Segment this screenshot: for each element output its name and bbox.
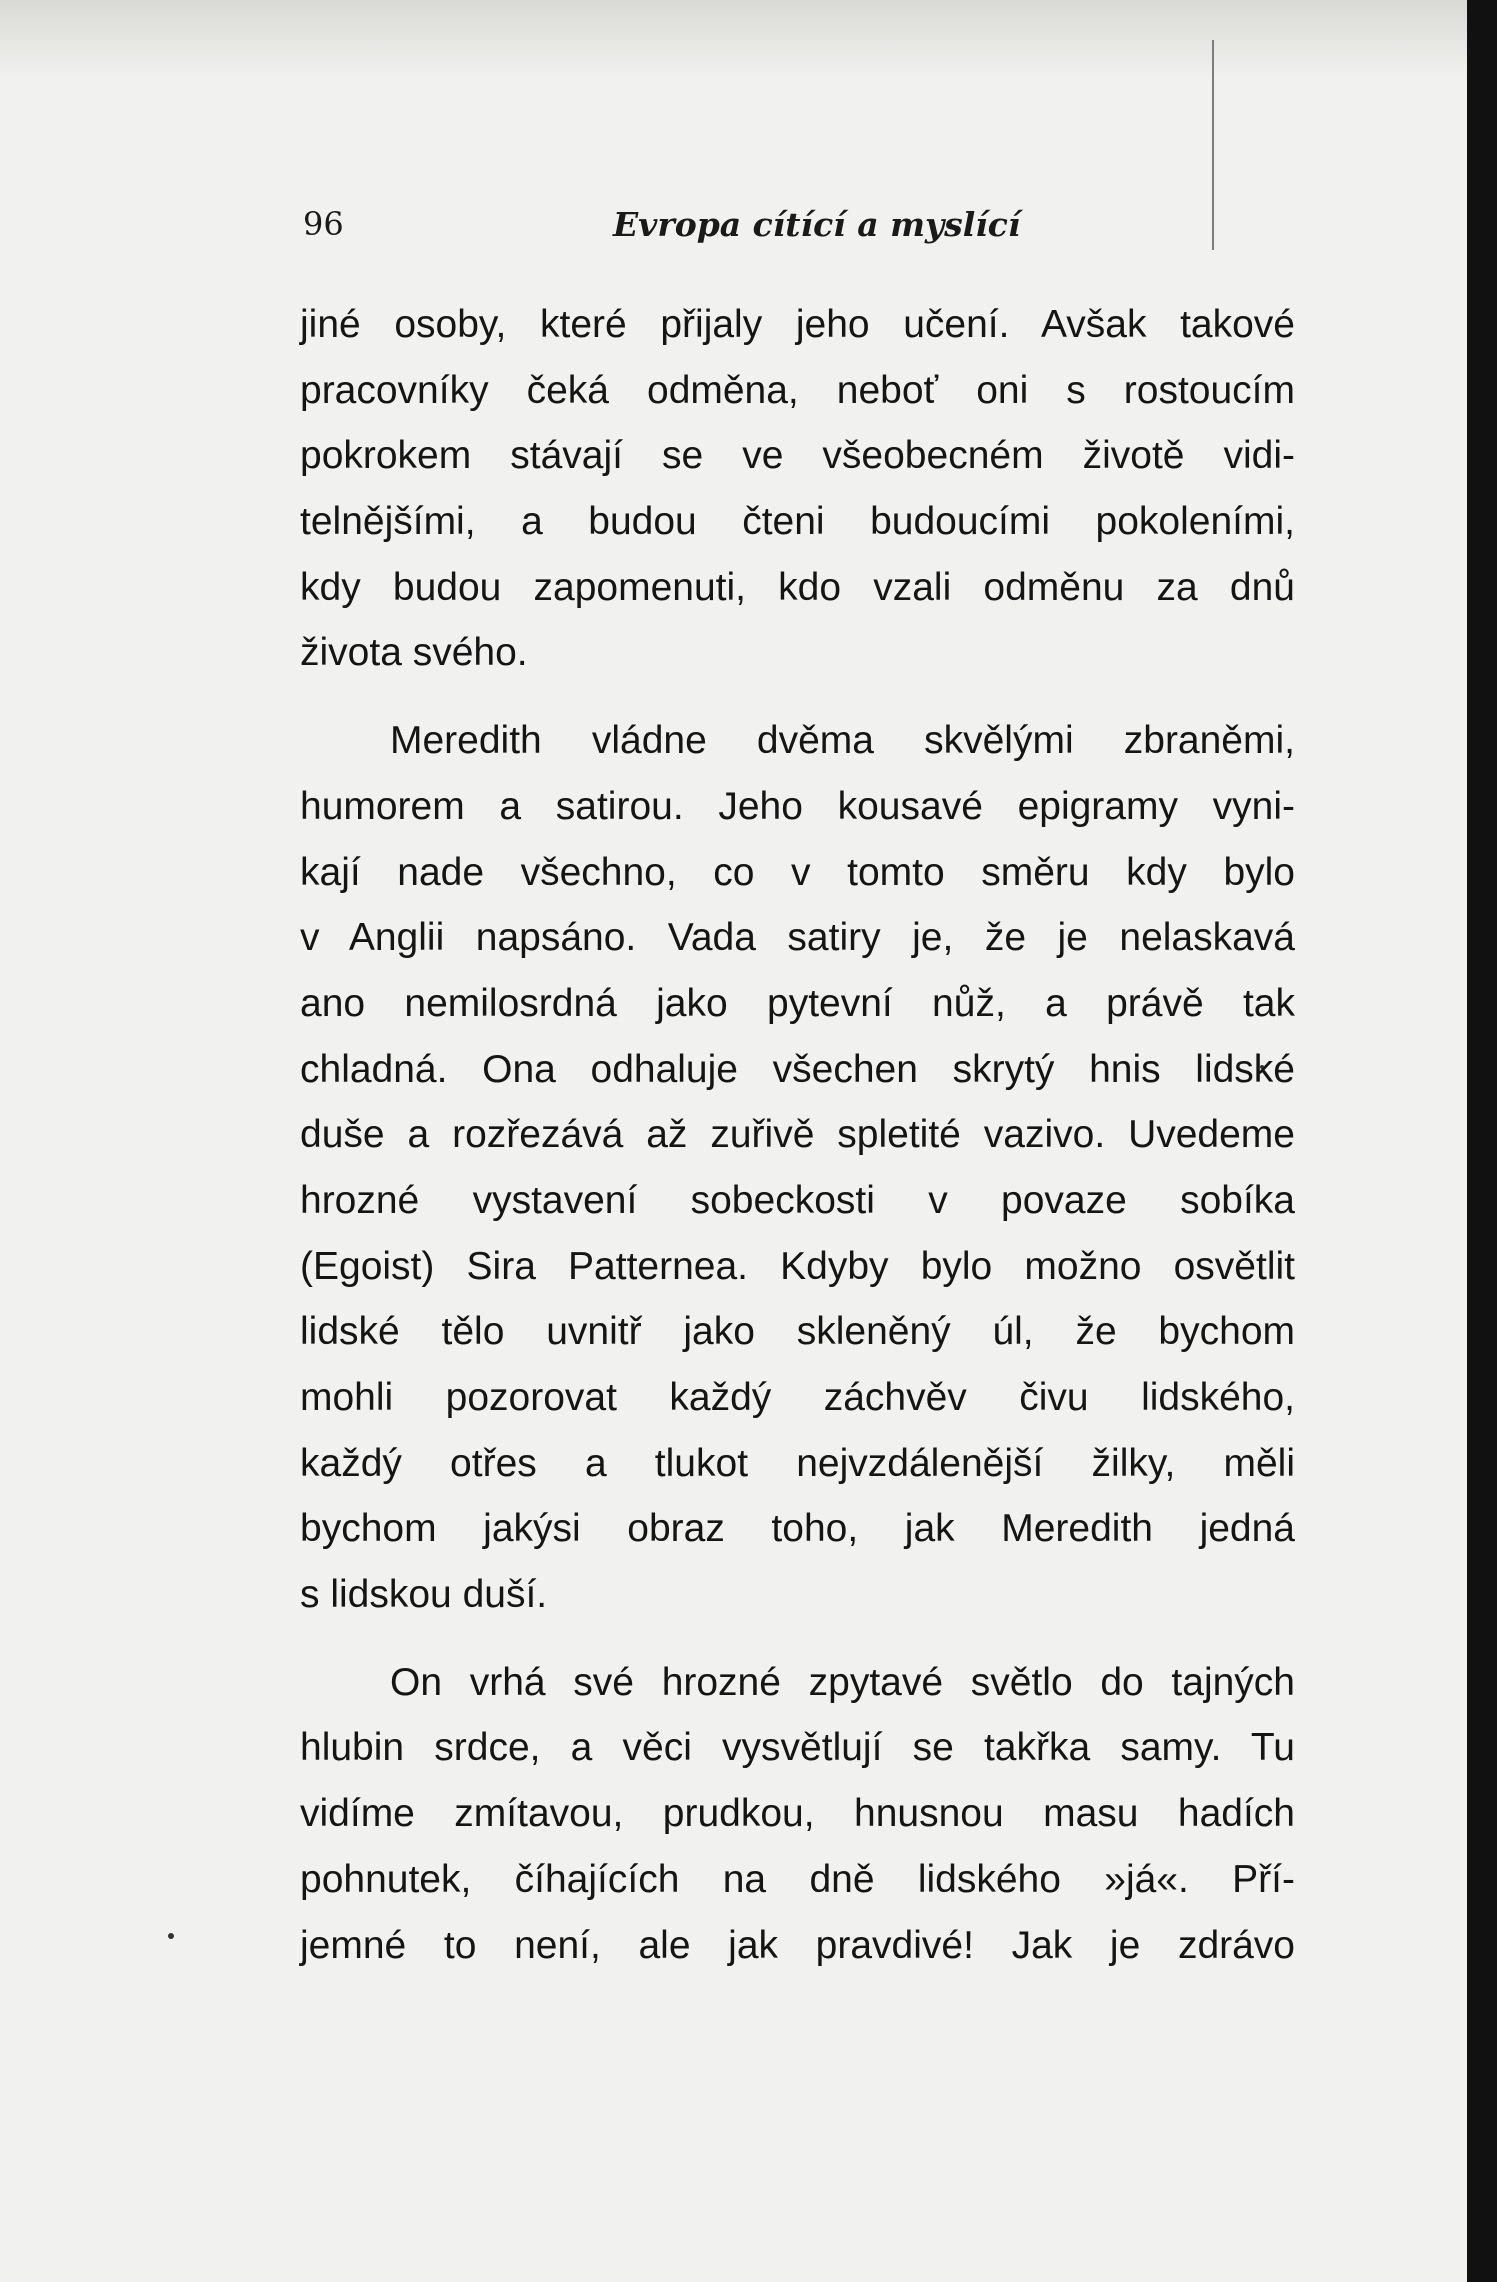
text-line: humorem a satirou. Jeho kousavé epigramy vyni- <box>300 784 1295 828</box>
paragraph-gap <box>300 1628 1295 1650</box>
page-number: 96 <box>303 205 344 243</box>
body-text <box>300 292 1295 1978</box>
text-line: telnějšími, a budou čteni budoucími pokoleními, <box>300 500 1295 544</box>
paragraph-gap <box>300 686 1295 708</box>
text-line: s lidskou duší. <box>300 1573 548 1617</box>
text-line: mohli pozorovat každý záchvěv čivu lidského, <box>300 1376 1295 1419</box>
text-line: Meredith vládne dvěma skvělými zbraněmi, <box>390 719 1295 763</box>
scan-speck <box>168 1933 174 1939</box>
text-line: v Anglii napsáno. Vada satiry je, že je nelaskavá <box>300 916 1295 960</box>
text-line: hlubin srdce, a věci vysvětlují se takřka samy. Tu <box>300 1726 1295 1770</box>
text-line: chladná. Ona odhaluje všechen skrytý hnis lidské <box>300 1047 1295 1091</box>
text-line: každý otřes a tlukot nejvzdálenější žilky, měli <box>300 1441 1295 1485</box>
text-line: jiné osoby, které přijaly jeho učení. Avšak takové <box>300 303 1295 346</box>
scan-shadow <box>0 0 1497 80</box>
running-title: Evropa cítící a myslící <box>613 205 1021 244</box>
text-line: duše a rozřezává až zuřivě spletité vazivo. Uvedeme <box>300 1113 1295 1157</box>
text-line: On vrhá své hrozné zpytavé světlo do tajných <box>390 1660 1295 1704</box>
text-line: hrozné vystavení sobeckosti v povaze sobíka <box>300 1178 1295 1222</box>
text-line: kdy budou zapomenuti, kdo vzali odměnu za dnů <box>300 565 1295 609</box>
text-line: kají nade všechno, co v tomto směru kdy bylo <box>300 850 1295 894</box>
text-line: vidíme zmítavou, prudkou, hnusnou masu hadích <box>300 1792 1295 1836</box>
page-header <box>303 205 1293 255</box>
text-line: pracovníky čeká odměna, neboť oni s rostoucím <box>300 368 1295 412</box>
text-line: pohnutek, číhajících na dně lidského »já«. Pří- <box>300 1857 1295 1901</box>
text-line: (Egoist) Sira Patternea. Kdyby bylo možno osvětlit <box>300 1244 1295 1288</box>
scan-dark-edge <box>1467 0 1497 2282</box>
text-line: pokrokem stávají se ve všeobecném životě vidi- <box>300 434 1295 478</box>
text-line: jemné to není, ale jak pravdivé! Jak je zdrávo <box>300 1923 1295 1967</box>
text-line: života svého. <box>300 631 528 675</box>
text-line: lidské tělo uvnitř jako skleněný úl, že bychom <box>300 1310 1295 1354</box>
text-line: ano nemilosrdná jako pytevní nůž, a právě tak <box>300 981 1295 1025</box>
text-line: bychom jakýsi obraz toho, jak Meredith jedná <box>300 1507 1295 1551</box>
